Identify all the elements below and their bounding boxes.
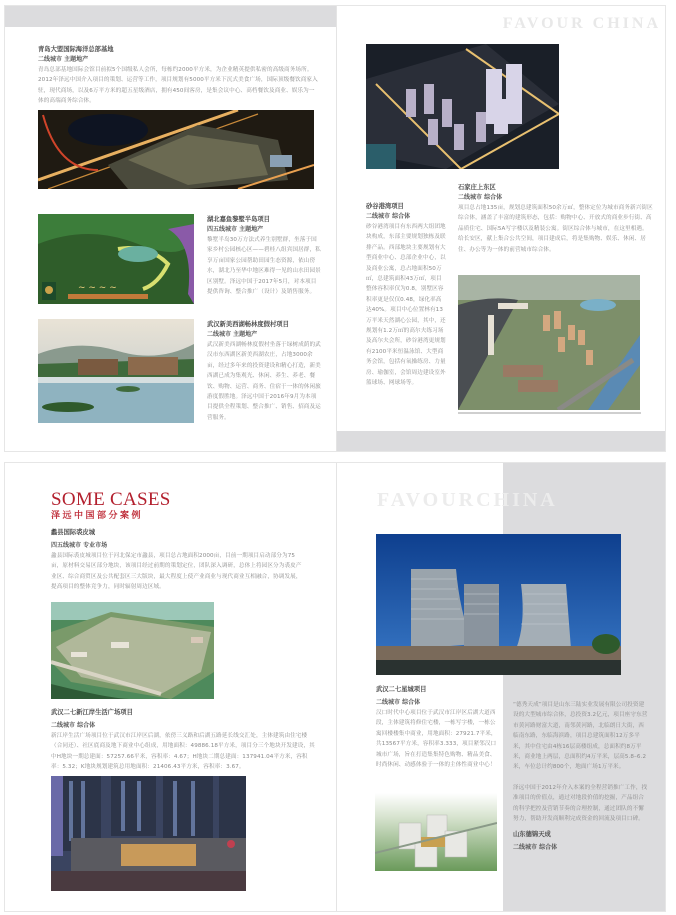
project-tag: 二线城市 综合体 <box>51 722 96 729</box>
project-description: 砂谷港湾项目有东西两大组团地块构成，东部主要规划独栋及联排产品。西部地块主要规划有大型商业中心、总部企业中心，以及商业公寓，总占地面积50万㎡，总建筑面积43万㎡，项目整体容积率仅为0.8，别墅区容积率更是仅仅0.48，绿化率高达40%。项目中心位置林有13万平米天然湖心公园，其中，还规划有1.2万㎡的高尔夫练习场及高尔夫会所，砂谷港湾更规划有2100平米恒温泳馆、大型商务会馆，包括有氧操练房、力量房、瑜伽室，会馆周边建设室外篮球场、网球场等。 <box>366 224 446 387</box>
project-tag: 二线城市 综合体 <box>366 213 411 220</box>
project-title: 蠡县国际裘皮城 <box>51 529 96 536</box>
heading-english: SOME CASES <box>51 489 171 510</box>
left-page-top <box>5 6 336 452</box>
section-heading <box>51 490 171 522</box>
brand-wordmark: FAVOUR CHINA <box>502 15 661 32</box>
project-description: 蠡县国际裘皮城项目位于河北保定市蠡县，项目总占地面积2000亩，目前一期项目启动部分为75亩，原材料交易区部分地块，该项目经过前期的策划定位，团队深入调研，总体上将园区分为裘皮产业区、综合商贸区及公共配套区三大版块，最大程度上使产业商业与现代商业互相融合，协调发展，提高项目的整体竞争力，同时辐射周边区域。 <box>51 553 302 591</box>
shagu-harbor-aerial-image <box>458 275 640 410</box>
project-xinmei <box>207 320 322 423</box>
project-title: 武汉新美西湖畅林度假村项目 <box>207 321 289 328</box>
project-description: 汉口时代中心项目位于武汉市江岸区后湖大道西段，主体建筑将修住宅楼，一栋写字楼，一栋公寓回楼楼集中商业，用地面积：27921.7平米，共13567平方米，容积率3.333，项目紧邻汉口城市广场，旨在打造集集特色购物、精品美食、时尚休闲、动感体验于一体的主体性商业中心！ <box>376 710 497 769</box>
project-xinjiangan <box>51 708 315 773</box>
shijiazhuang-night-aerial-image <box>366 44 559 169</box>
project-tag: 二线城市 综合体 <box>376 699 421 706</box>
right-page-top <box>337 6 666 452</box>
project-description: 新江岸生活广场项目位于武汉市江岸区后湖，依傍三义路和后湖五路延长线交汇处，主体建筑由住宅楼（合同还）、社区底商及地下商业中心组成，用地面积：49886.18平方米，项目分三个地块开发建设，其中H地块一期总建面：57257.66平米，容积率：4.67；H地块二期总建面：137941.04平方米，容积率：5.32；K地块规划建筑总用地面积：21406.43平方米，容积率：3.67。 <box>51 733 315 771</box>
dexiu-tiancheng-aerial-image <box>375 793 497 871</box>
brochure-spread-bottom <box>4 462 666 912</box>
project-tag: 二线城市 主题地产 <box>207 331 258 338</box>
project-shijiazhuang <box>458 183 653 255</box>
project-dexiu-tiancheng <box>513 700 648 853</box>
project-qingdao <box>38 45 318 107</box>
project-limo <box>207 215 322 297</box>
xinjiangan-plaza-night-image <box>51 776 246 891</box>
heading-chinese: 泽远中国部分案例 <box>51 511 144 521</box>
erqi-towers-image <box>376 534 621 675</box>
project-description: 青岛总部基地国际会馆目前拟5个国级私人会所，每栋约2000平方米，为企业精英提供私密的高级商务场所。2012年泽远中国介入项目的策划、运营等工作，项目规划有5000平方米下沉式美食广场，国际顶级餐饮商家入驻，现代商场，以及6万平方米的超五星级酒店，拥有450间客房，是集会议中心、高档餐饮及商业、娱乐为一体的高端商务综合体。 <box>38 67 318 105</box>
project-title: 石家庄上东区 <box>458 184 496 191</box>
lixian-fur-city-aerial-image <box>51 602 214 699</box>
xinmei-lake-resort-image <box>38 319 194 423</box>
project-erqi-star-city <box>376 685 501 770</box>
project-tag: 二线城市 综合体 <box>513 844 558 852</box>
project-title: 砂谷港湾项目 <box>366 203 404 210</box>
project-tag: 四五线城市 主题地产 <box>207 226 264 233</box>
project-title: 湖北嘉鱼黎墅半岛项目 <box>207 216 270 223</box>
project-title: 青岛大盟国际海洋总部基地 <box>38 46 114 53</box>
project-tag: 二线城市 综合体 <box>458 194 503 201</box>
limo-peninsula-map-image <box>38 214 194 304</box>
left-page-bottom <box>5 463 336 912</box>
right-page-bottom <box>337 463 666 912</box>
svg-text:~ ~ ~ ~: ~ ~ ~ ~ <box>78 283 117 293</box>
footer-band-right <box>337 431 666 452</box>
project-title: 山东德锦天成 <box>513 831 551 839</box>
image-shadow <box>458 412 641 414</box>
project-description-2: 泽远中国于2012年介入本案的全程营销推广工作，找准项目的价值点，通过对地段价值的挖掘，产品组合的科学把控及营销节奏的合理控制，通过团队的不懈努力，帮助开发商顺利完成资金的回流及项目口碑。 <box>513 784 648 823</box>
project-description: 项目总占地135亩，规划总建筑面积50余万㎡，整体定位为城市商务新兴街区综合体，涵盖了丰富的建筑形态，包括：购物中心、开放式的商业步行街、高品质住宅、国际5A写字楼以及精装公寓。街区综合体与城市，在这里相遇。给长安区，献上集合公共空间，项目建成后，将是集购物、娱乐、休闲、居住、办公等为一体的前营城市综合体。 <box>458 205 653 253</box>
brochure-spread-top <box>4 5 666 452</box>
project-title: 武汉二七星城项目 <box>376 686 427 693</box>
project-title: 武汉二七新江岸生活广场项目 <box>51 709 133 716</box>
qingdao-night-aerial-image <box>38 110 314 189</box>
project-tag: 二线城市 主题地产 <box>38 56 89 63</box>
project-description: 武汉新美西湖畅林度假村坐落于绿树成荫的武汉市东西湖区新美西湖农庄，占地3000余亩，经过多年来的投资建设和精心打造，新美西湖已成为集观光、休闲、养生、养老、餐饮、购物、运营、商务、住宿于一体的休闲旅游度假胜地。泽远中国于2016年9月为本项目提供全程策划、整合推广、销售、招商及运营服务。 <box>207 342 321 421</box>
project-description: “德秀天成”项目是山东三陆实业发展有限公司投资建设的大型城市综合体，总投资3.2亿元，项目座守东营市黄河路财富大道，南邻黄河路，北临朗日大街，西临南东路，东临海滨路，项目总建筑面积12万多平米，其中住宅由4栋16层高楼组成，总面积约8万平米，商业地上两层，总面积约4万平米，层高5.8–6.2米，车位总计约800个，地面广场1万平米。 <box>513 702 648 771</box>
project-shagu <box>366 202 446 389</box>
project-tag: 四五线城市 专业市场 <box>51 542 108 549</box>
brand-wordmark: FAVOURCHINA <box>377 489 558 511</box>
project-lixian <box>51 528 305 593</box>
project-description: 黎墅半岛30万方法式养生别墅群，坐落于国家乡村公园核心区——碧桂八组宾国居群，私享万亩国家公园帮助田园生态资源，依山傍水，湖北乃至华中地区难得一见的山水田园景区别墅。泽远中国于2017年5月，对本项目提供咨询、整合推广（设计）及销售服务。 <box>207 237 321 296</box>
